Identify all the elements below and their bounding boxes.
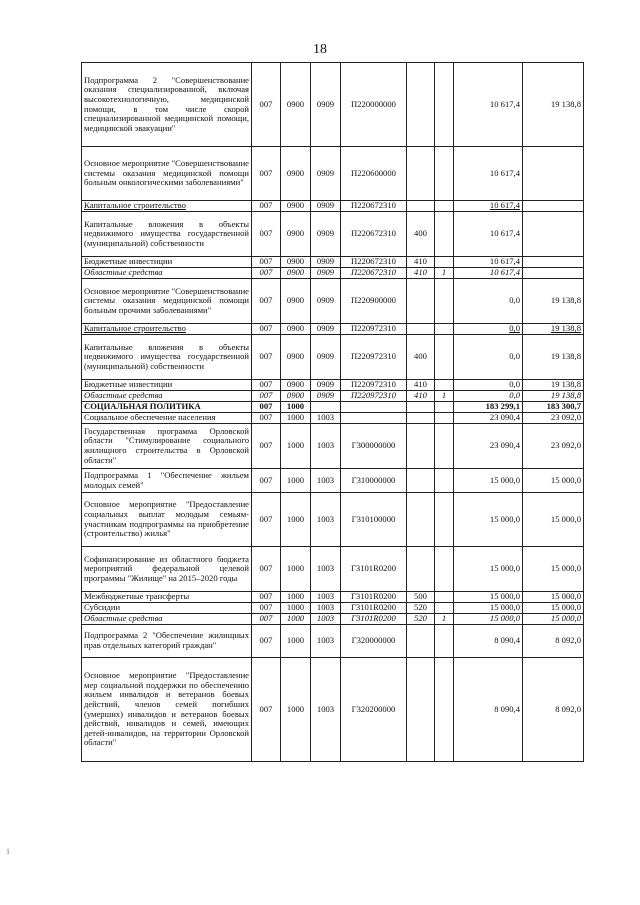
row-name: Государственная программа Орловской области "Стимулирование социального жилищного строительства в Орловской области" xyxy=(82,424,252,469)
expense-type-code: 520 xyxy=(407,614,435,625)
amount-year-1: 0,0 xyxy=(454,279,523,324)
expense-type-code: 410 xyxy=(407,391,435,402)
source-code: 1 xyxy=(435,391,454,402)
amount-year-2 xyxy=(523,147,584,201)
expense-type-code xyxy=(407,413,435,424)
row-name: СОЦИАЛЬНАЯ ПОЛИТИКА xyxy=(82,402,252,413)
grbs-code: 007 xyxy=(252,201,281,212)
subsection-code: 1003 xyxy=(311,603,341,614)
row-name: Основное мероприятие "Совершенствование системы оказания медицинской помощи больным прочими заболеваниями" xyxy=(82,279,252,324)
section-code: 1000 xyxy=(281,413,311,424)
source-code xyxy=(435,335,454,380)
subsection-code: 0909 xyxy=(311,391,341,402)
target-article-code: П220900000 xyxy=(341,279,407,324)
section-code: 0900 xyxy=(281,279,311,324)
amount-year-1: 10 617,4 xyxy=(454,201,523,212)
section-code: 0900 xyxy=(281,63,311,147)
row-name: Основное мероприятие "Предоставление социальных выплат молодым семьям-участникам подпрограммы на приобретение (строительство) жилья" xyxy=(82,493,252,547)
row-name: Бюджетные инвестиции xyxy=(82,257,252,268)
section-code: 0900 xyxy=(281,391,311,402)
amount-year-2: 23 092,0 xyxy=(523,413,584,424)
amount-year-2: 19 138,8 xyxy=(523,335,584,380)
target-article-code: П220972310 xyxy=(341,335,407,380)
amount-year-1: 15 000,0 xyxy=(454,547,523,592)
amount-year-2: 15 000,0 xyxy=(523,603,584,614)
target-article-code: Г310100000 xyxy=(341,493,407,547)
expense-type-code xyxy=(407,324,435,335)
grbs-code: 007 xyxy=(252,212,281,257)
source-code xyxy=(435,324,454,335)
subsection-code: 1003 xyxy=(311,547,341,592)
source-code xyxy=(435,592,454,603)
grbs-code: 007 xyxy=(252,614,281,625)
section-code: 1000 xyxy=(281,625,311,658)
section-code: 0900 xyxy=(281,147,311,201)
amount-year-1: 0,0 xyxy=(454,335,523,380)
amount-year-2 xyxy=(523,212,584,257)
subsection-code: 1003 xyxy=(311,658,341,762)
amount-year-1: 10 617,4 xyxy=(454,147,523,201)
grbs-code: 007 xyxy=(252,147,281,201)
subsection-code: 0909 xyxy=(311,212,341,257)
subsection-code: 0909 xyxy=(311,324,341,335)
expense-type-code xyxy=(407,424,435,469)
grbs-code: 007 xyxy=(252,257,281,268)
amount-year-2: 23 092,0 xyxy=(523,424,584,469)
section-code: 1000 xyxy=(281,658,311,762)
source-code xyxy=(435,413,454,424)
table-row xyxy=(82,147,584,201)
section-code: 0900 xyxy=(281,201,311,212)
section-code: 1000 xyxy=(281,603,311,614)
subsection-code: 0909 xyxy=(311,147,341,201)
source-code xyxy=(435,424,454,469)
target-article-code: Г310000000 xyxy=(341,469,407,493)
amount-year-2: 19 138,8 xyxy=(523,391,584,402)
subsection-code: 0909 xyxy=(311,268,341,279)
target-article-code xyxy=(341,402,407,413)
amount-year-1: 8 090,4 xyxy=(454,658,523,762)
amount-year-2 xyxy=(523,257,584,268)
subsection-code: 0909 xyxy=(311,279,341,324)
section-code: 0900 xyxy=(281,268,311,279)
amount-year-1: 15 000,0 xyxy=(454,493,523,547)
grbs-code: 007 xyxy=(252,63,281,147)
source-code xyxy=(435,625,454,658)
target-article-code: П220672310 xyxy=(341,212,407,257)
expense-type-code xyxy=(407,625,435,658)
section-code: 1000 xyxy=(281,614,311,625)
table-row xyxy=(82,279,584,324)
amount-year-1: 8 090,4 xyxy=(454,625,523,658)
subsection-code: 1003 xyxy=(311,614,341,625)
target-article-code: Г3101R0200 xyxy=(341,547,407,592)
subsection-code: 0909 xyxy=(311,257,341,268)
expense-type-code xyxy=(407,201,435,212)
grbs-code: 007 xyxy=(252,402,281,413)
target-article-code: П220672310 xyxy=(341,201,407,212)
subsection-code: 1003 xyxy=(311,413,341,424)
table-row xyxy=(82,201,584,212)
source-code xyxy=(435,257,454,268)
section-code: 0900 xyxy=(281,324,311,335)
grbs-code: 007 xyxy=(252,380,281,391)
target-article-code: П220600000 xyxy=(341,147,407,201)
source-code xyxy=(435,63,454,147)
target-article-code: Г3101R0200 xyxy=(341,614,407,625)
amount-year-1: 15 000,0 xyxy=(454,469,523,493)
target-article-code: Г3101R0200 xyxy=(341,603,407,614)
expense-type-code: 410 xyxy=(407,268,435,279)
subsection-code: 0909 xyxy=(311,63,341,147)
grbs-code: 007 xyxy=(252,603,281,614)
table-row xyxy=(82,257,584,268)
section-code: 1000 xyxy=(281,547,311,592)
section-code: 0900 xyxy=(281,380,311,391)
section-code: 1000 xyxy=(281,592,311,603)
section-code: 0900 xyxy=(281,212,311,257)
margin-mark: 1 xyxy=(6,847,10,856)
target-article-code xyxy=(341,413,407,424)
amount-year-2: 183 300,7 xyxy=(523,402,584,413)
grbs-code: 007 xyxy=(252,335,281,380)
section-code: 0900 xyxy=(281,335,311,380)
expense-type-code: 410 xyxy=(407,257,435,268)
expense-type-code: 520 xyxy=(407,603,435,614)
expense-type-code xyxy=(407,63,435,147)
source-code xyxy=(435,147,454,201)
section-code: 0900 xyxy=(281,257,311,268)
table-row xyxy=(82,493,584,547)
amount-year-2: 15 000,0 xyxy=(523,592,584,603)
grbs-code: 007 xyxy=(252,493,281,547)
grbs-code: 007 xyxy=(252,592,281,603)
source-code xyxy=(435,658,454,762)
table-row xyxy=(82,424,584,469)
subsection-code: 1003 xyxy=(311,469,341,493)
amount-year-2: 8 092,0 xyxy=(523,658,584,762)
amount-year-2 xyxy=(523,201,584,212)
target-article-code: П220972310 xyxy=(341,391,407,402)
target-article-code: Г3101R0200 xyxy=(341,592,407,603)
table-row xyxy=(82,324,584,335)
subsection-code: 1003 xyxy=(311,592,341,603)
table-row xyxy=(82,469,584,493)
source-code xyxy=(435,493,454,547)
page-number: 18 xyxy=(313,42,327,57)
amount-year-2: 19 138,8 xyxy=(523,380,584,391)
subsection-code: 0909 xyxy=(311,380,341,391)
target-article-code: Г300000000 xyxy=(341,424,407,469)
amount-year-1: 0,0 xyxy=(454,391,523,402)
amount-year-2: 15 000,0 xyxy=(523,547,584,592)
amount-year-1: 0,0 xyxy=(454,380,523,391)
subsection-code xyxy=(311,402,341,413)
source-code xyxy=(435,279,454,324)
amount-year-2: 15 000,0 xyxy=(523,469,584,493)
section-code: 1000 xyxy=(281,469,311,493)
row-name: Межбюджетные трансферты xyxy=(82,592,252,603)
section-code: 1000 xyxy=(281,402,311,413)
source-code xyxy=(435,201,454,212)
row-name: Областные средства xyxy=(82,614,252,625)
subsection-code: 0909 xyxy=(311,201,341,212)
source-code: 1 xyxy=(435,614,454,625)
row-name: Капитальные вложения в объекты недвижимого имущества государственной (муниципальной) собственности xyxy=(82,212,252,257)
row-name: Основное мероприятие "Предоставление мер социальной поддержки по обеспечению жильем инвалидов и ветеранов боевых действий, членов семей погибших (умерших) инвалидов и ветеранов боевых действий, инвалидов и семей, имеющих детей-инвалидов, на территории Орловской области" xyxy=(82,658,252,762)
source-code xyxy=(435,212,454,257)
row-name: Софинансирование из областного бюджета мероприятий федеральной целевой программы "Жилище" на 2015–2020 годы xyxy=(82,547,252,592)
amount-year-2: 19 138,8 xyxy=(523,279,584,324)
amount-year-2: 19 138,8 xyxy=(523,324,584,335)
expense-type-code xyxy=(407,547,435,592)
amount-year-2: 15 000,0 xyxy=(523,614,584,625)
table-row xyxy=(82,63,584,147)
expense-type-code xyxy=(407,469,435,493)
table-row xyxy=(82,614,584,625)
row-name: Капитальные вложения в объекты недвижимого имущества государственной (муниципальной) собственности xyxy=(82,335,252,380)
grbs-code: 007 xyxy=(252,413,281,424)
row-name: Бюджетные инвестиции xyxy=(82,380,252,391)
source-code xyxy=(435,380,454,391)
expense-type-code xyxy=(407,147,435,201)
row-name: Областные средства xyxy=(82,391,252,402)
row-name: Социальное обеспечение населения xyxy=(82,413,252,424)
amount-year-1: 0,0 xyxy=(454,324,523,335)
grbs-code: 007 xyxy=(252,625,281,658)
table-row xyxy=(82,592,584,603)
amount-year-1: 10 617,4 xyxy=(454,268,523,279)
grbs-code: 007 xyxy=(252,424,281,469)
amount-year-1: 183 299,1 xyxy=(454,402,523,413)
target-article-code: П220972310 xyxy=(341,380,407,391)
amount-year-1: 23 090,4 xyxy=(454,413,523,424)
row-name: Подпрограмма 1 "Обеспечение жильем молодых семей" xyxy=(82,469,252,493)
grbs-code: 007 xyxy=(252,658,281,762)
table-row xyxy=(82,625,584,658)
table-row xyxy=(82,391,584,402)
amount-year-2: 15 000,0 xyxy=(523,493,584,547)
table-row xyxy=(82,603,584,614)
table-row xyxy=(82,380,584,391)
grbs-code: 007 xyxy=(252,279,281,324)
amount-year-1: 23 090,4 xyxy=(454,424,523,469)
expense-type-code xyxy=(407,493,435,547)
grbs-code: 007 xyxy=(252,547,281,592)
row-name: Областные средства xyxy=(82,268,252,279)
target-article-code: П220000000 xyxy=(341,63,407,147)
amount-year-2: 8 092,0 xyxy=(523,625,584,658)
subsection-code: 0909 xyxy=(311,335,341,380)
table-row xyxy=(82,547,584,592)
amount-year-1: 10 617,4 xyxy=(454,257,523,268)
grbs-code: 007 xyxy=(252,469,281,493)
source-code xyxy=(435,402,454,413)
expense-type-code: 500 xyxy=(407,592,435,603)
amount-year-2 xyxy=(523,268,584,279)
source-code xyxy=(435,603,454,614)
subsection-code: 1003 xyxy=(311,493,341,547)
expense-type-code: 400 xyxy=(407,335,435,380)
expense-type-code: 410 xyxy=(407,380,435,391)
table-row xyxy=(82,402,584,413)
expense-type-code xyxy=(407,658,435,762)
amount-year-2: 19 138,8 xyxy=(523,63,584,147)
section-code: 1000 xyxy=(281,424,311,469)
row-name: Основное мероприятие "Совершенствование системы оказания медицинской помощи больным онкологическими заболеваниями" xyxy=(82,147,252,201)
table-row xyxy=(82,212,584,257)
source-code: 1 xyxy=(435,268,454,279)
budget-table xyxy=(81,62,584,762)
table-row xyxy=(82,335,584,380)
amount-year-1: 15 000,0 xyxy=(454,614,523,625)
amount-year-1: 10 617,4 xyxy=(454,212,523,257)
expense-type-code xyxy=(407,279,435,324)
amount-year-1: 15 000,0 xyxy=(454,592,523,603)
subsection-code: 1003 xyxy=(311,424,341,469)
target-article-code: Г320000000 xyxy=(341,625,407,658)
table-row xyxy=(82,413,584,424)
target-article-code: Г320200000 xyxy=(341,658,407,762)
table-row xyxy=(82,658,584,762)
target-article-code: П220672310 xyxy=(341,257,407,268)
grbs-code: 007 xyxy=(252,268,281,279)
table-row xyxy=(82,268,584,279)
expense-type-code xyxy=(407,402,435,413)
expense-type-code: 400 xyxy=(407,212,435,257)
subsection-code: 1003 xyxy=(311,625,341,658)
row-name: Подпрограмма 2 "Совершенствование оказания специализированной, включая высокотехнологичную, медицинской помощи, в том числе скорой специализированной медицинской помощи, медицинской эвакуации" xyxy=(82,63,252,147)
grbs-code: 007 xyxy=(252,391,281,402)
row-name: Подпрограмма 2 "Обеспечение жилищных прав отдельных категорий граждан" xyxy=(82,625,252,658)
row-name: Капитальное строительство xyxy=(82,201,252,212)
amount-year-1: 10 617,4 xyxy=(454,63,523,147)
row-name: Капитальное строительство xyxy=(82,324,252,335)
target-article-code: П220972310 xyxy=(341,324,407,335)
row-name: Субсидии xyxy=(82,603,252,614)
source-code xyxy=(435,469,454,493)
section-code: 1000 xyxy=(281,493,311,547)
amount-year-1: 15 000,0 xyxy=(454,603,523,614)
target-article-code: П220672310 xyxy=(341,268,407,279)
grbs-code: 007 xyxy=(252,324,281,335)
source-code xyxy=(435,547,454,592)
